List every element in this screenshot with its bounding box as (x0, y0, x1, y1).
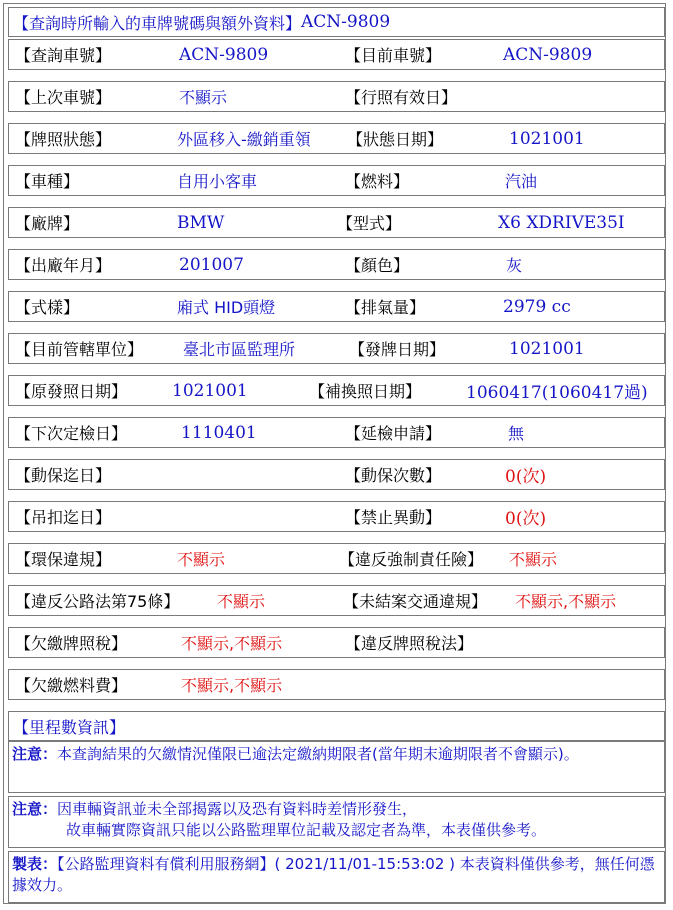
field-value: 1060417(1060417過) (466, 383, 648, 403)
info-row (8, 585, 665, 616)
field-value: 外區移入-繳銷重領 (177, 130, 311, 149)
field-value: 無 (508, 424, 525, 443)
field-value: 臺北市區監理所 (183, 340, 296, 359)
note-disclaimer-line2: 故車輛實際資訊只能以公路監理單位記載及認定者為準，本表僅供參考。 (66, 821, 547, 839)
note-source-prefix: 製表： (12, 855, 58, 873)
note-overdue-text: 本查詢結果的欠繳情況僅限已逾法定繳納期限者(當年期末逾期限者不會顯示)。 (57, 745, 579, 763)
field-value: 不顯示 (217, 592, 266, 611)
note-disclaimer-prefix: 注意： (12, 800, 58, 818)
field-label: 【動保迄日】 (15, 466, 112, 485)
field-value: 不顯示 (179, 88, 228, 107)
info-row (8, 669, 665, 700)
field-value: 自用小客車 (177, 172, 258, 191)
field-label: 【目前車號】 (345, 46, 442, 65)
field-label: 【型式】 (337, 214, 402, 233)
info-row (8, 627, 665, 658)
info-row (8, 81, 665, 112)
field-value: 1021001 (509, 338, 585, 359)
field-value: ACN-9809 (179, 44, 269, 65)
info-row (8, 249, 665, 280)
field-label: 【目前管轄單位】 (15, 340, 144, 359)
query-title-plate: ACN-9809 (301, 12, 391, 32)
field-value: 0(次) (505, 467, 547, 487)
field-label: 【延檢申請】 (345, 424, 442, 443)
field-value: 2979 cc (503, 296, 571, 317)
field-label: 【欠繳燃料費】 (15, 676, 128, 695)
field-value: 不顯示 (177, 550, 226, 569)
field-label: 【未結案交通違規】 (343, 592, 488, 611)
query-title-label: 【查詢時所輸入的車牌號碼與額外資料】 (13, 13, 302, 33)
note-overdue-prefix: 注意： (12, 745, 58, 763)
field-label: 【動保次數】 (345, 466, 442, 485)
info-row (8, 375, 665, 406)
mileage-label: 【里程數資訊】 (13, 717, 126, 737)
field-label: 【出廠年月】 (15, 256, 112, 275)
field-label: 【下次定檢日】 (15, 424, 128, 443)
field-value: 1110401 (181, 422, 257, 443)
field-label: 【式樣】 (15, 298, 80, 317)
field-value: 廂式 HID頭燈 (177, 298, 276, 317)
field-label: 【發牌日期】 (349, 340, 446, 359)
field-label: 【廠牌】 (15, 214, 80, 233)
field-label: 【查詢車號】 (15, 46, 112, 65)
field-label: 【燃料】 (345, 172, 410, 191)
field-value: 1021001 (509, 128, 585, 149)
info-row (8, 165, 665, 196)
note-disclaimer (8, 796, 665, 848)
field-value: 不顯示,不顯示 (181, 676, 283, 695)
info-row (8, 123, 665, 154)
note-source (8, 851, 665, 903)
field-label: 【禁止異動】 (345, 508, 442, 527)
info-row (8, 207, 665, 238)
mileage-row (8, 711, 665, 741)
field-label: 【補換照日期】 (309, 382, 422, 401)
field-label: 【原發照日期】 (15, 382, 128, 401)
field-value: 0(次) (505, 509, 547, 529)
field-value: 201007 (179, 254, 244, 275)
info-row (8, 501, 665, 532)
field-label: 【狀態日期】 (347, 130, 444, 149)
field-label: 【排氣量】 (345, 298, 426, 317)
note-disclaimer-line1: 因車輛資訊並未全部揭露以及恐有資料時差情形發生， (57, 800, 418, 818)
field-value: 不顯示,不顯示 (515, 592, 617, 611)
field-value: 1021001 (172, 380, 248, 401)
field-value: 不顯示,不顯示 (181, 634, 283, 653)
field-label: 【違反公路法第75條】 (15, 592, 180, 611)
field-label: 【環保違規】 (15, 550, 112, 569)
info-row (8, 39, 665, 70)
field-value: ACN-9809 (503, 44, 593, 65)
field-value: X6 XDRIVE35I (498, 212, 625, 233)
query-header (8, 7, 665, 37)
info-row (8, 417, 665, 448)
field-label: 【顏色】 (345, 256, 410, 275)
field-label: 【欠繳牌照稅】 (15, 634, 128, 653)
info-row (8, 291, 665, 322)
field-label: 【行照有效日】 (345, 88, 458, 107)
field-label: 【車種】 (15, 172, 80, 191)
note-source-text: 【公路監理資料有償利用服務網】( 2021/11/01-15:53:02 ) 本表資料僅供參考，無任何憑據效力。 (12, 855, 655, 894)
field-label: 【上次車號】 (15, 88, 112, 107)
field-value: 不顯示 (509, 550, 558, 569)
info-row (8, 543, 665, 574)
note-overdue (8, 741, 665, 793)
info-row (8, 459, 665, 490)
field-value: 灰 (506, 256, 523, 275)
field-value: BMW (177, 212, 225, 233)
field-label: 【違反牌照稅法】 (345, 634, 474, 653)
field-label: 【牌照狀態】 (15, 130, 112, 149)
field-label: 【違反強制責任險】 (339, 550, 484, 569)
info-row (8, 333, 665, 364)
field-label: 【吊扣迄日】 (15, 508, 112, 527)
field-value: 汽油 (505, 172, 538, 191)
query-title (13, 8, 390, 36)
